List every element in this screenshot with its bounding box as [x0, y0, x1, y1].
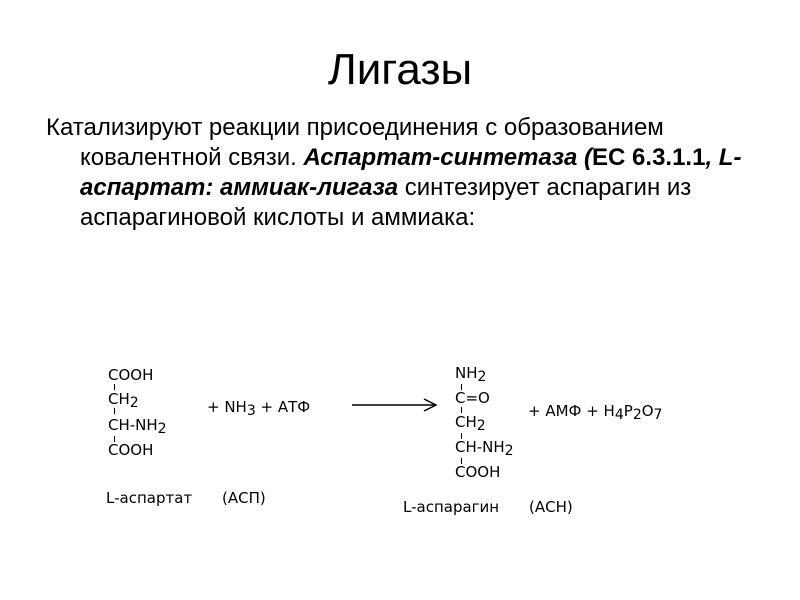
systematic-name: L-аспартат: аммиак-лигаза [80, 144, 742, 201]
reaction-arrow-icon [352, 396, 438, 414]
product-ch2: CH2 [455, 413, 486, 434]
substrate-name: L-аспартат [106, 489, 193, 507]
product-cooh: COOH [455, 463, 501, 481]
bond [114, 408, 115, 414]
substrate-ch2: CH2 [108, 390, 139, 411]
body-line-end: синтезирует аспарагин из аспарагиновой кислоты и аммиака: [80, 174, 692, 231]
slide-title: Лигазы [327, 45, 473, 94]
enzyme-name: Аспартат-синтетаза ( [303, 144, 593, 171]
product-name: L-аспарагин [403, 498, 500, 516]
product-nh2: NH2 [455, 364, 487, 385]
body-line-intro: Катализируют реакции присоединения с образованием ковалентной связи. [46, 114, 664, 171]
product-abbr: (АСН) [529, 498, 573, 516]
substrate-abbr: (АСП) [222, 489, 266, 507]
product-c-o: C=O [455, 389, 490, 407]
ec-number: EC 6.3.1.1 [592, 144, 706, 171]
substrate-cooh-top: COOH [108, 366, 154, 384]
reagents: + NH3 + АТФ [207, 398, 311, 419]
comma: , [705, 144, 719, 171]
product-ch-nh2: CH-NH2 [455, 438, 514, 459]
byproducts: + АМФ + H4P2O7 [528, 402, 663, 423]
substrate-ch-nh2: CH-NH2 [108, 416, 167, 437]
substrate-cooh-bottom: COOH [108, 441, 154, 459]
